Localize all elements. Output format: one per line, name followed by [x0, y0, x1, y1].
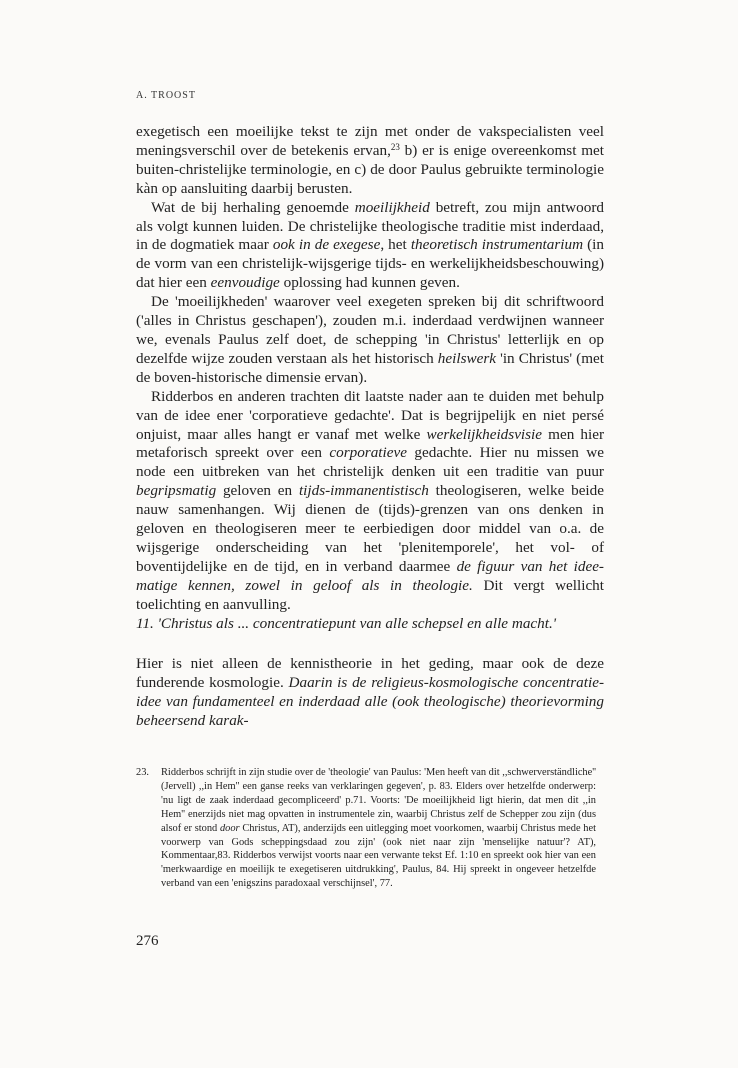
paragraph: [136, 199, 604, 294]
section-heading-text: 11. 'Christus als ... concentratiepunt van alle schepsel en alle macht.': [136, 615, 557, 632]
text-run: door: [219, 822, 240, 834]
page-number: 276: [136, 933, 159, 949]
text-run: Wat de bij herhaling genoemde: [151, 198, 355, 216]
section-body: [136, 654, 604, 730]
text-run: Hier is niet alleen de kennistheorie in het geding, maar ook de deze funderende kosmologie.: [136, 655, 604, 691]
text-run: de figuur van het idee-matige kennen, zowel in geloof als in theologie.: [136, 557, 604, 594]
section-heading: [136, 614, 604, 633]
text-run: corporatieve: [329, 444, 407, 462]
text-run: men hier metaforisch spreekt over een: [136, 425, 604, 462]
running-head: A. TROOST: [136, 90, 196, 101]
text-run: gedachte. Hier nu missen we node een uitbreken van het christelijk denken uit een traditie van puur: [136, 444, 604, 481]
text-run: theoretisch instrumentarium: [410, 236, 584, 254]
footnote: [136, 766, 596, 891]
footnote-number: 23.: [136, 767, 149, 778]
text-run: werkelijkheidsvisie: [426, 425, 543, 443]
text-run: Dit vergt wellicht toelichting en aanvulling.: [136, 576, 605, 613]
text-run: geloven en: [216, 482, 299, 500]
text-run: exegetisch een moeilijke tekst te zijn met onder de vakspecialisten veel meningsverschil over de betekenis ervan,: [136, 123, 604, 159]
footnote-ref: 23: [390, 141, 400, 152]
text-run: Ridderbos en anderen trachten dit laatste nader aan te duiden met behulp van de idee ener 'corporatieve gedachte'. Dat is begrijpelijk en niet persé onjuist, maar alles hangt er vanaf met welke: [136, 387, 604, 443]
body-text: [136, 123, 604, 615]
paragraph: [136, 123, 604, 199]
text-run: heilswerk: [437, 349, 497, 367]
text-run: De 'moeilijkheden' waarover veel exegeten spreken bij dit schriftwoord ('alles in Christus geschapen'), zouden m.i. inderdaad verdwijnen wanneer we, evenals Paulus zelf doet, de schepping 'in Christus' letterlijk en op dezelfde wijze zouden verstaan als het historisch: [136, 293, 604, 367]
text-run: (in de vorm van een christelijk-wijsgerige tijds- en werkelijkheidsbeschouwing) dat hier een: [136, 236, 604, 292]
text-run: 'in Christus' (met de boven-historische dimensie ervan).: [136, 349, 604, 386]
text-run: moeilijkheid: [354, 198, 430, 216]
footnote-text: [161, 766, 596, 891]
text-run: Christus, AT), anderzijds een uitlegging moet voorkomen, waarbij Christus mede het voorwerp van Gods scheppingsdaad zou zijn' (ook niet naar zijn 'menselijke natuur'? AT), Kommentaar,83. Ridderbos verwijst voorts naar een verwante tekst Ef. 1:10 en spreekt ook hier van een 'merkwaardige en moeilijk te exegetiseren uitdrukking', Paulus, 84. Hij spreekt in ongeveer hetzelfde verband van een 'enigszins paradoxaal verschijnsel', 77.: [161, 822, 596, 890]
paragraph: [136, 293, 604, 388]
text-run: theologiseren, welke beide nauw samenhangen. Wij dienen de (tijds)-grenzen van ons denken in geloven en theologiseren meer te eerbiedigen door middel van o.a. de wijsgerige onderscheiding van het 'plenitemporele', het vol- of boventijdelijke en de tijd, en in verband daarmee: [136, 482, 604, 575]
text-run: tijds-immanentistisch: [298, 482, 429, 500]
text-run: Daarin is de religieus-kosmologische concentratie-idee van fundamenteel en inderdaad alle (ook theologische) theorievorming beheersend karak-: [136, 674, 604, 729]
text-run: begripsmatig: [136, 482, 217, 500]
text-run: ook in de exegese: [272, 236, 381, 254]
text-run: b) er is enige overeenkomst met buiten-christelijke terminologie, en c) de door Paulus gebruikte terminologie kàn op aansluiting daarbij berusten.: [136, 141, 604, 197]
text-run: Ridderbos schrijft in zijn studie over de 'theologie' van Paulus: 'Men heeft van dit ,,schwerverständliche'' (Jervell) ,,in Hem'' een ganse reeks van verklaringen gegeven', p. 83. Elders over hetzelfde onderwerp: 'nu ligt de zaak inderdaad gecompliceerd' p.71. Voorts: 'De moeilijkheid ligt hierin, dat men dit ,,in Hem'' enerzijds niet mag opvatten in instrumentele zin, waarbij Christus zelf de Schepper zou zijn (dus alsof er stond: [161, 767, 596, 834]
paragraph: [136, 388, 604, 615]
text-run: betreft, zou mijn antwoord als volgt kunnen luiden. De christelijke theologische traditie mist inderdaad, in de dogmatiek maar: [136, 198, 604, 254]
text-run: , het: [380, 236, 411, 254]
text-run: eenvoudige: [210, 274, 280, 292]
text-run: oplossing had kunnen geven.: [279, 274, 460, 292]
